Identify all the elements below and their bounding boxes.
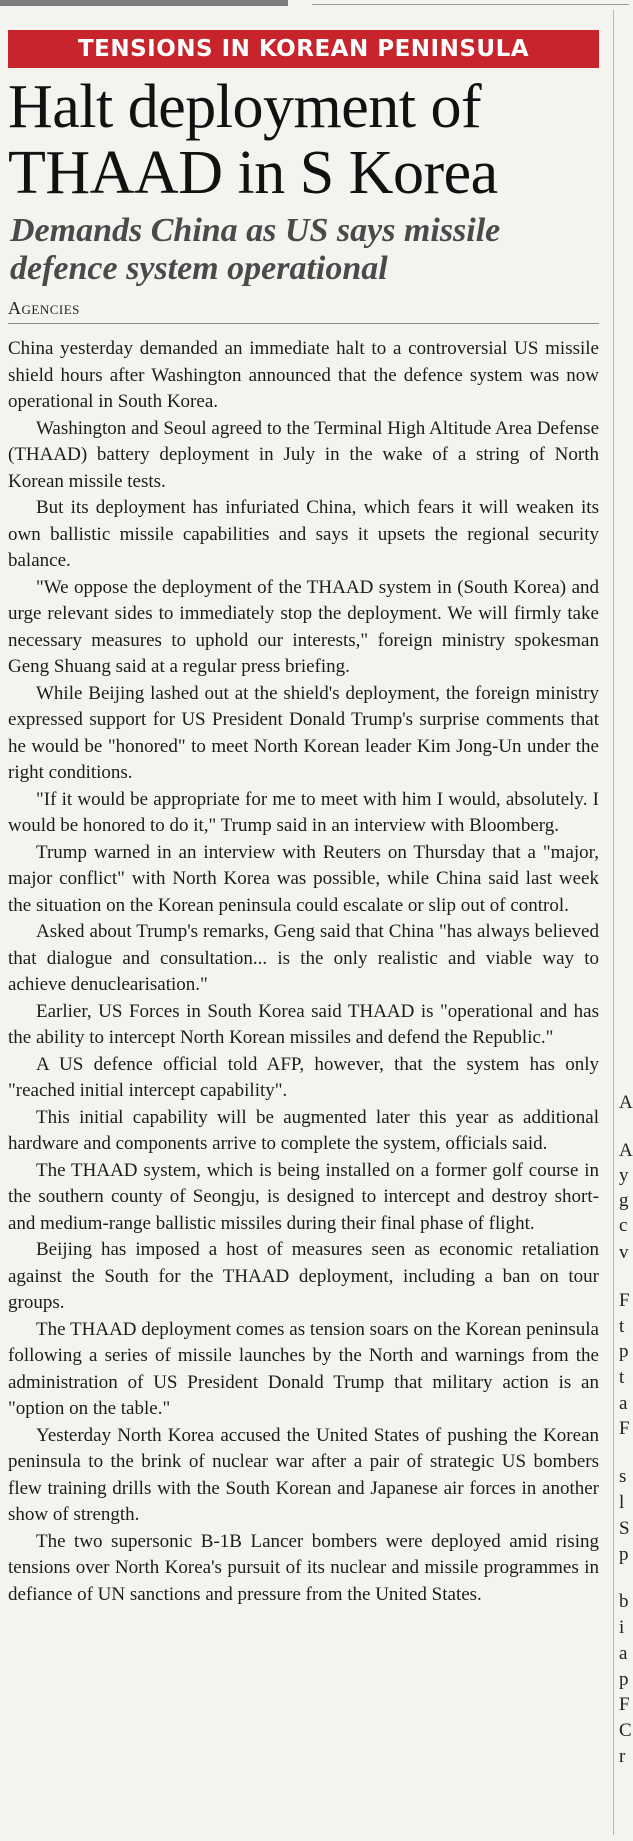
adjacent-column-fragment: c bbox=[619, 1215, 628, 1236]
paragraph: While Beijing lashed out at the shield's deployment, the foreign ministry expressed support for US President Donald Trump's surprise comments that he would be "honored" to meet North Korean leader Kim Jong-Un under the right conditions. bbox=[8, 682, 599, 783]
paragraph: This initial capability will be augmented later this year as additional hardware and components arrive to complete the system, officials said. bbox=[8, 1106, 599, 1154]
adjacent-column-fragment: S bbox=[619, 1518, 630, 1539]
adjacent-column-fragment: s bbox=[619, 1466, 627, 1487]
adjacent-column-fragment: l bbox=[619, 1492, 625, 1513]
top-rule-left bbox=[0, 0, 288, 6]
paragraph: Washington and Seoul agreed to the Terminal High Altitude Area Defense (THAAD) battery deployment in July in the wake of a string of North Korean missile tests. bbox=[8, 417, 599, 492]
adjacent-column-fragment: v bbox=[619, 1242, 629, 1263]
paragraph: Trump warned in an interview with Reuters on Thursday that a "major, major conflict" with North Korea was possible, while China said last week the situation on the Korean peninsula could escalate or slip out of control. bbox=[8, 841, 599, 916]
paragraph: Beijing has imposed a host of measures seen as economic retaliation against the South for the THAAD deployment, including a ban on tour groups. bbox=[8, 1239, 599, 1313]
paragraph: "If it would be appropriate for me to meet with him I would, absolutely. I would be honored to do it," Trump said in an interview with Bloomberg. bbox=[8, 788, 599, 836]
byline: Agencies bbox=[8, 298, 80, 318]
deck: Demands China as US says missile defence system operational bbox=[10, 212, 501, 287]
adjacent-column-fragment: g bbox=[619, 1190, 629, 1211]
column-divider bbox=[613, 10, 614, 1835]
adjacent-column-fragment: A bbox=[619, 1092, 633, 1113]
paragraph: "We oppose the deployment of the THAAD system in (South Korea) and urge relevant sides to immediately stop the deployment. We will firmly take necessary measures to uphold our interests," foreign ministry spokesman Geng Shuang said at a regular press briefing. bbox=[8, 576, 599, 677]
article bbox=[8, 30, 599, 1608]
adjacent-column-fragment: b bbox=[619, 1591, 629, 1612]
adjacent-column-fragment: A bbox=[619, 1140, 633, 1161]
adjacent-column-fragment: a bbox=[619, 1393, 628, 1414]
adjacent-column-fragment: F bbox=[619, 1694, 630, 1715]
section-kicker: TENSIONS IN KOREAN PENINSULA bbox=[8, 30, 599, 68]
paragraph: But its deployment has infuriated China, which fears it will weaken its own ballistic missile capabilities and says it upsets the regional security balance. bbox=[8, 497, 599, 571]
adjacent-column-fragment: F bbox=[619, 1418, 630, 1439]
paragraph: The THAAD system, which is being installed on a former golf course in the southern county of Seongju, is designed to intercept and destroy short- and medium-range ballistic missiles during their final phase of flight. bbox=[8, 1159, 599, 1234]
paragraph: Earlier, US Forces in South Korea said THAAD is "operational and has the ability to intercept North Korean missiles and defend the Republic." bbox=[8, 1000, 599, 1048]
top-rule-right bbox=[312, 4, 629, 5]
paragraph: A US defence official told AFP, however, that the system has only "reached initial intercept capability". bbox=[8, 1053, 599, 1101]
adjacent-column-fragment: p bbox=[619, 1341, 629, 1362]
adjacent-column-fragment: r bbox=[619, 1746, 626, 1767]
headline: Halt deployment of THAAD in S Korea bbox=[8, 73, 498, 207]
adjacent-column-fragment: t bbox=[619, 1367, 625, 1388]
adjacent-column-fragment: C bbox=[619, 1720, 632, 1741]
paragraph: The two supersonic B-1B Lancer bombers were deployed amid rising tensions over North Korea's pursuit of its nuclear and missile programmes in defiance of UN sanctions and pressure from the United States. bbox=[8, 1530, 599, 1605]
adjacent-column-fragment: p bbox=[619, 1669, 629, 1690]
adjacent-column-fragment: t bbox=[619, 1316, 625, 1337]
paragraph: China yesterday demanded an immediate halt to a controversial US missile shield hours after Washington announced that the defence system was now operational in South Korea. bbox=[8, 338, 599, 412]
adjacent-column-fragment: a bbox=[619, 1643, 628, 1664]
adjacent-column-fragment: F bbox=[619, 1290, 630, 1311]
adjacent-column-fragment: y bbox=[619, 1165, 629, 1186]
adjacent-column-fragment: i bbox=[619, 1617, 625, 1638]
adjacent-column-fragment: p bbox=[619, 1544, 629, 1565]
paragraph: The THAAD deployment comes as tension soars on the Korean peninsula following a series of missile launches by the North and warnings from the administration of US President Donald Trump that military action is an "option on the table." bbox=[8, 1318, 599, 1419]
paragraph: Asked about Trump's remarks, Geng said that China "has always believed that dialogue and consultation... is the only realistic and viable way to achieve denuclearisation." bbox=[8, 921, 599, 995]
article-body bbox=[8, 336, 599, 1608]
paragraph: Yesterday North Korea accused the United States of pushing the Korean peninsula to the brink of nuclear war after a pair of strategic US bombers flew training drills with the South Korean and Japanese air forces in another show of strength. bbox=[8, 1424, 599, 1525]
byline-rule bbox=[8, 323, 599, 324]
